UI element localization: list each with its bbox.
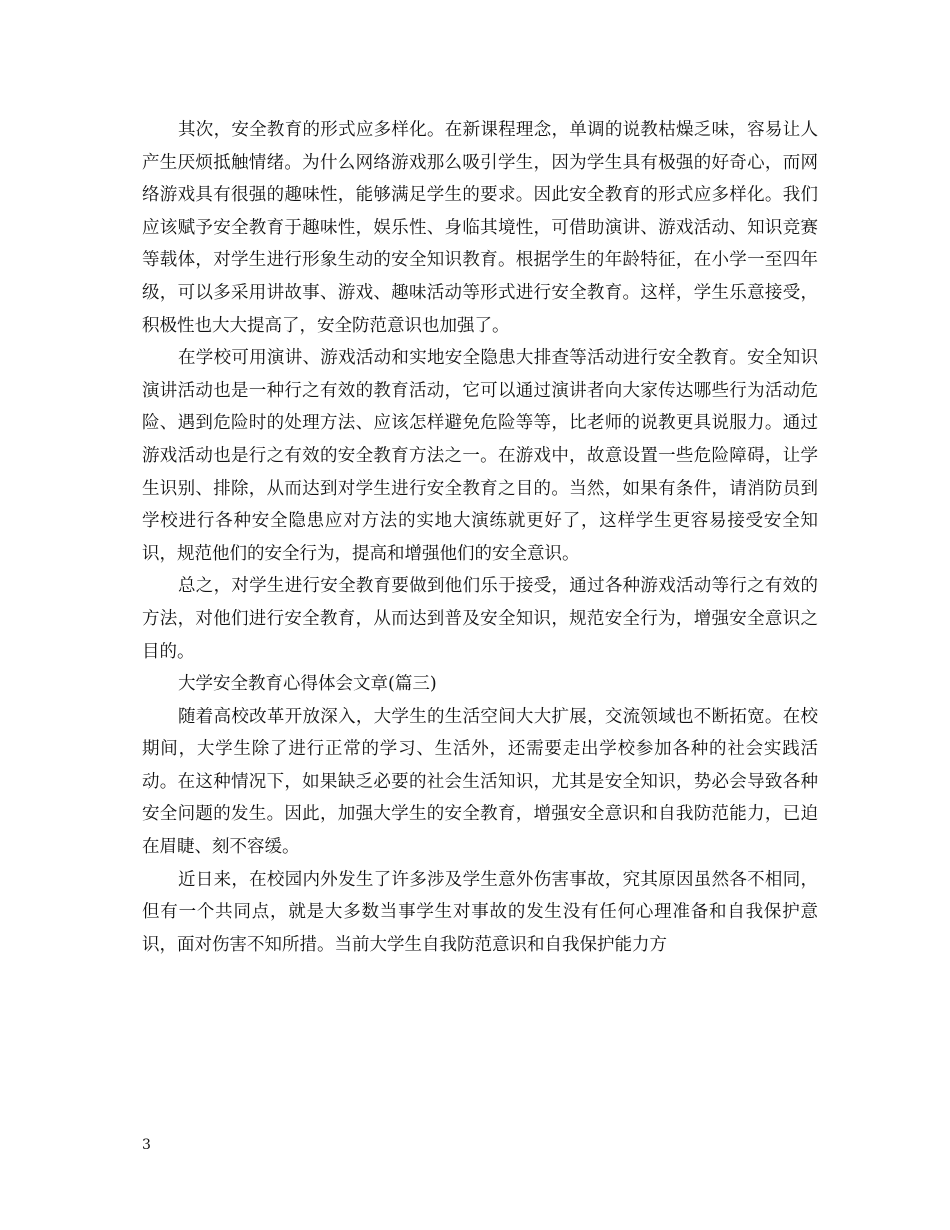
paragraph: 其次，安全教育的形式应多样化。在新课程理念，单调的说教枯燥乏味，容易让人产生厌烦抵触情绪。为什么网络游戏那么吸引学生，因为学生具有极强的好奇心，而网络游戏具有很强的趣味性，能够满足学生的要求。因此安全教育的形式应多样化。我们应该赋予安全教育于趣味性，娱乐性、身临其境性，可借助演讲、游戏活动、知识竞赛等载体，对学生进行形象生动的安全知识教育。根据学生的年龄特征，在小学一至四年级，可以多采用讲故事、游戏、趣味活动等形式进行安全教育。这样，学生乐意接受，积极性也大大提高了，安全防范意识也加强了。 xyxy=(142,120,818,336)
document-body xyxy=(142,114,818,961)
paragraph: 近日来，在校园内外发生了许多涉及学生意外伤害事故，究其原因虽然各不相同，但有一个共同点，就是大多数当事学生对事故的发生没有任何心理准备和自我保护意识，面对伤害不知所措。当前大学生自我防范意识和自我保护能力方 xyxy=(142,869,818,955)
section-heading: 大学安全教育心得体会文章(篇三) xyxy=(178,674,437,695)
paragraph: 在学校可用演讲、游戏活动和实地安全隐患大排查等活动进行安全教育。安全知识演讲活动也是一种行之有效的教育活动，它可以通过演讲者向大家传达哪些行为活动危险、遇到危险时的处理方法、应该怎样避免危险等等，比老师的说教更具说服力。通过游戏活动也是行之有效的安全教育方法之一。在游戏中，故意设置一些危险障碍，让学生识别、排除，从而达到对学生进行安全教育之目的。当然，如果有条件，请消防员到学校进行各种安全隐患应对方法的实地大演练就更好了，这样学生更容易接受安全知识，规范他们的安全行为，提高和增强他们的安全意识。 xyxy=(142,348,818,564)
page-number: 3 xyxy=(142,1137,151,1153)
paragraph: 随着高校改革开放深入，大学生的生活空间大大扩展，交流领域也不断拓宽。在校期间，大学生除了进行正常的学习、生活外，还需要走出学校参加各种的社会实践活动。在这种情况下，如果缺乏必要的社会生活知识，尤其是安全知识，势必会导致各种安全问题的发生。因此，加强大学生的安全教育，增强安全意识和自我防范能力，已迫在眉睫、刻不容缓。 xyxy=(142,706,818,858)
paragraph: 总之，对学生进行安全教育要做到他们乐于接受，通过各种游戏活动等行之有效的方法，对他们进行安全教育，从而达到普及安全知识，规范安全行为，增强安全意识之目的。 xyxy=(142,576,818,662)
